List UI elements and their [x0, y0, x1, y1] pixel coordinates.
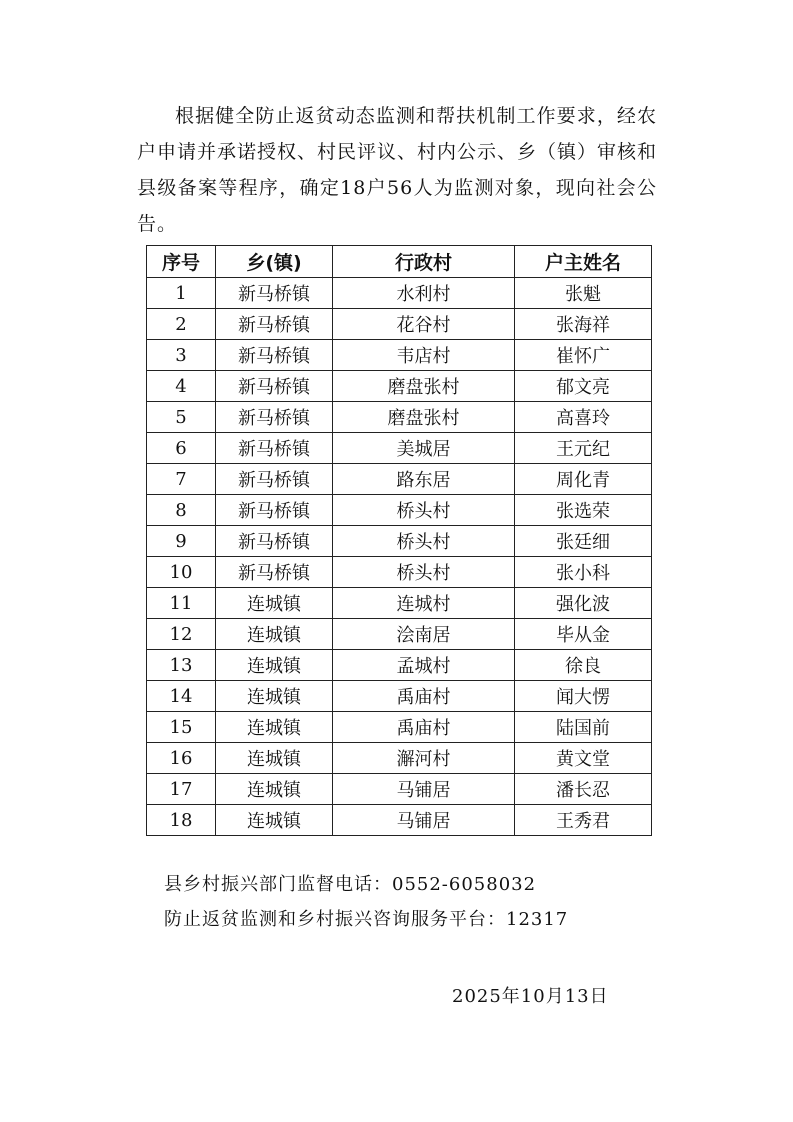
- cell-township: 连城镇: [216, 805, 333, 836]
- table-row: [147, 805, 652, 836]
- table-row: [147, 495, 652, 526]
- cell-township: 新马桥镇: [216, 495, 333, 526]
- cell-village: 禹庙村: [333, 712, 515, 743]
- cell-township: 连城镇: [216, 588, 333, 619]
- cell-householder: 王秀君: [515, 805, 652, 836]
- table-row: [147, 464, 652, 495]
- header-township: 乡(镇): [216, 246, 333, 278]
- cell-index: 18: [147, 805, 216, 836]
- table-row: [147, 309, 652, 340]
- header-householder: 户主姓名: [515, 246, 652, 278]
- table-body: [147, 278, 652, 836]
- cell-householder: 闻大愣: [515, 681, 652, 712]
- cell-householder: 徐良: [515, 650, 652, 681]
- cell-township: 连城镇: [216, 743, 333, 774]
- cell-householder: 强化波: [515, 588, 652, 619]
- header-village: 行政村: [333, 246, 515, 278]
- cell-householder: 崔怀广: [515, 340, 652, 371]
- cell-householder: 王元纪: [515, 433, 652, 464]
- cell-index: 17: [147, 774, 216, 805]
- cell-householder: 张魁: [515, 278, 652, 309]
- cell-index: 8: [147, 495, 216, 526]
- cell-index: 5: [147, 402, 216, 433]
- cell-township: 新马桥镇: [216, 433, 333, 464]
- cell-village: 孟城村: [333, 650, 515, 681]
- cell-index: 14: [147, 681, 216, 712]
- cell-index: 12: [147, 619, 216, 650]
- cell-householder: 周化青: [515, 464, 652, 495]
- cell-township: 新马桥镇: [216, 464, 333, 495]
- cell-village: 美城居: [333, 433, 515, 464]
- cell-village: 花谷村: [333, 309, 515, 340]
- cell-township: 连城镇: [216, 774, 333, 805]
- table-row: [147, 650, 652, 681]
- table-row: [147, 619, 652, 650]
- table-row: [147, 774, 652, 805]
- cell-householder: 张选荣: [515, 495, 652, 526]
- announcement-paragraph: 根据健全防止返贫动态监测和帮扶机制工作要求，经农户申请并承诺授权、村民评议、村内公示、乡（镇）审核和县级备案等程序，确定18户56人为监测对象，现向社会公告。: [137, 105, 658, 235]
- cell-index: 2: [147, 309, 216, 340]
- cell-township: 新马桥镇: [216, 402, 333, 433]
- table-row: [147, 526, 652, 557]
- cell-householder: 张海祥: [515, 309, 652, 340]
- cell-index: 1: [147, 278, 216, 309]
- cell-index: 3: [147, 340, 216, 371]
- cell-village: 韦店村: [333, 340, 515, 371]
- table-row: [147, 402, 652, 433]
- cell-township: 新马桥镇: [216, 309, 333, 340]
- consult-platform: 防止返贫监测和乡村振兴咨询服务平台：12317: [164, 909, 569, 930]
- table-row: [147, 712, 652, 743]
- cell-township: 连城镇: [216, 681, 333, 712]
- cell-index: 11: [147, 588, 216, 619]
- table-row: [147, 433, 652, 464]
- cell-township: 新马桥镇: [216, 526, 333, 557]
- cell-index: 6: [147, 433, 216, 464]
- cell-householder: 张廷细: [515, 526, 652, 557]
- cell-village: 路东居: [333, 464, 515, 495]
- cell-township: 新马桥镇: [216, 371, 333, 402]
- header-index: 序号: [147, 246, 216, 278]
- cell-index: 16: [147, 743, 216, 774]
- cell-householder: 张小科: [515, 557, 652, 588]
- cell-village: 禹庙村: [333, 681, 515, 712]
- cell-index: 10: [147, 557, 216, 588]
- cell-village: 连城村: [333, 588, 515, 619]
- cell-householder: 毕从金: [515, 619, 652, 650]
- cell-township: 新马桥镇: [216, 557, 333, 588]
- table-row: [147, 588, 652, 619]
- cell-householder: 陆国前: [515, 712, 652, 743]
- cell-village: 磨盘张村: [333, 402, 515, 433]
- cell-village: 浍南居: [333, 619, 515, 650]
- cell-householder: 潘长忍: [515, 774, 652, 805]
- cell-village: 马铺居: [333, 805, 515, 836]
- table-row: [147, 743, 652, 774]
- cell-householder: 郁文亮: [515, 371, 652, 402]
- cell-householder: 高喜玲: [515, 402, 652, 433]
- cell-township: 连城镇: [216, 712, 333, 743]
- announcement-date: 2025年10月13日: [452, 986, 609, 1007]
- table-row: [147, 371, 652, 402]
- monitoring-households-table: [146, 245, 652, 836]
- supervision-phone: 县乡村振兴部门监督电话：0552-6058032: [164, 874, 537, 895]
- cell-village: 磨盘张村: [333, 371, 515, 402]
- cell-index: 15: [147, 712, 216, 743]
- cell-village: 马铺居: [333, 774, 515, 805]
- cell-index: 9: [147, 526, 216, 557]
- cell-township: 新马桥镇: [216, 278, 333, 309]
- table-row: [147, 681, 652, 712]
- table-row: [147, 278, 652, 309]
- cell-township: 连城镇: [216, 619, 333, 650]
- cell-householder: 黄文堂: [515, 743, 652, 774]
- cell-township: 新马桥镇: [216, 340, 333, 371]
- cell-township: 连城镇: [216, 650, 333, 681]
- cell-index: 7: [147, 464, 216, 495]
- table-row: [147, 340, 652, 371]
- cell-village: 水利村: [333, 278, 515, 309]
- cell-village: 澥河村: [333, 743, 515, 774]
- cell-village: 桥头村: [333, 495, 515, 526]
- table-header-row: [147, 246, 652, 278]
- cell-index: 13: [147, 650, 216, 681]
- cell-village: 桥头村: [333, 557, 515, 588]
- cell-village: 桥头村: [333, 526, 515, 557]
- table-row: [147, 557, 652, 588]
- cell-index: 4: [147, 371, 216, 402]
